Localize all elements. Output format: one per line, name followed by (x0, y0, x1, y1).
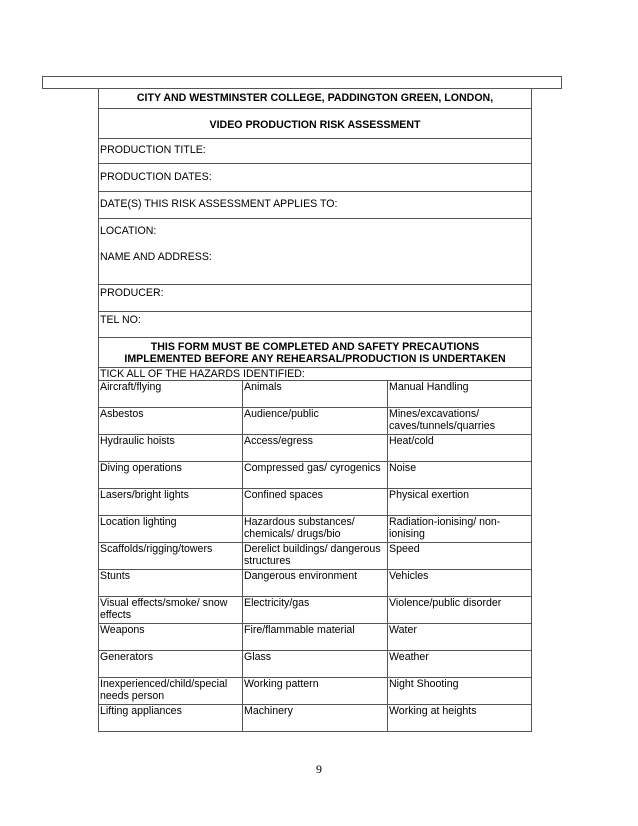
hazard-cell[interactable]: Scaffolds/rigging/towers (99, 543, 243, 570)
producer-field[interactable]: PRODUCER: (99, 285, 532, 312)
hazard-row (99, 462, 532, 489)
hazard-cell[interactable]: Working at heights (388, 705, 532, 732)
hazard-cell[interactable]: Animals (243, 381, 388, 408)
hazard-cell[interactable]: Lasers/bright lights (99, 489, 243, 516)
hazard-cell[interactable]: Inexperienced/child/special needs person (99, 678, 243, 705)
hazard-cell[interactable]: Speed (388, 543, 532, 570)
hazard-cell[interactable]: Weather (388, 651, 532, 678)
hazard-cell[interactable]: Machinery (243, 705, 388, 732)
hazard-cell[interactable]: Lifting appliances (99, 705, 243, 732)
hazard-row (99, 381, 532, 408)
hazard-row (99, 678, 532, 705)
hazard-cell[interactable]: Weapons (99, 624, 243, 651)
hazard-cell[interactable]: Violence/public disorder (388, 597, 532, 624)
production-title-field[interactable]: PRODUCTION TITLE: (99, 139, 532, 164)
hazard-cell[interactable]: Manual Handling (388, 381, 532, 408)
hazard-cell[interactable]: Access/egress (243, 435, 388, 462)
location-label: LOCATION: (100, 225, 157, 237)
hazard-cell[interactable]: Generators (99, 651, 243, 678)
form-title: VIDEO PRODUCTION RISK ASSESSMENT (99, 109, 532, 139)
hazard-row (99, 516, 532, 543)
hazard-row (99, 570, 532, 597)
hazard-cell[interactable]: Electricity/gas (243, 597, 388, 624)
tel-field[interactable]: TEL NO: (99, 312, 532, 338)
safety-notice-line-1: THIS FORM MUST BE COMPLETED AND SAFETY PRECAUTIONS (150, 341, 480, 353)
page-number: 9 (316, 762, 322, 776)
hazard-cell[interactable]: Visual effects/smoke/ snow effects (99, 597, 243, 624)
hazard-cell[interactable]: Fire/flammable material (243, 624, 388, 651)
hazard-cell[interactable]: Working pattern (243, 678, 388, 705)
hazard-cell[interactable]: Hydraulic hoists (99, 435, 243, 462)
hazard-row (99, 705, 532, 732)
college-heading: CITY AND WESTMINSTER COLLEGE, PADDINGTON GREEN, LONDON, (99, 89, 532, 109)
hazard-row (99, 435, 532, 462)
hazard-row (99, 651, 532, 678)
hazard-row (99, 543, 532, 570)
hazard-checklist (99, 381, 532, 732)
hazard-cell[interactable]: Confined spaces (243, 489, 388, 516)
hazard-cell[interactable]: Night Shooting (388, 678, 532, 705)
dates-applies-field[interactable]: DATE(S) THIS RISK ASSESSMENT APPLIES TO: (99, 192, 532, 219)
production-dates-field[interactable]: PRODUCTION DATES: (99, 164, 532, 192)
hazard-cell[interactable]: Audience/public (243, 408, 388, 435)
location-field[interactable] (99, 219, 532, 285)
safety-notice-line-2: IMPLEMENTED BEFORE ANY REHEARSAL/PRODUCTION IS UNDERTAKEN (124, 353, 506, 365)
hazard-cell[interactable]: Dangerous environment (243, 570, 388, 597)
hazard-cell[interactable]: Location lighting (99, 516, 243, 543)
hazard-cell[interactable]: Radiation-ionising/ non-ionising (388, 516, 532, 543)
hazard-row (99, 408, 532, 435)
hazard-cell[interactable]: Aircraft/flying (99, 381, 243, 408)
hazard-row (99, 597, 532, 624)
hazard-cell[interactable]: Noise (388, 462, 532, 489)
hazard-row (99, 624, 532, 651)
hazard-cell[interactable]: Stunts (99, 570, 243, 597)
hazard-cell[interactable]: Diving operations (99, 462, 243, 489)
safety-notice (99, 338, 532, 368)
hazard-cell[interactable]: Glass (243, 651, 388, 678)
hazard-cell[interactable]: Derelict buildings/ dangerous structures (243, 543, 388, 570)
hazard-row (99, 489, 532, 516)
hazard-cell[interactable]: Vehicles (388, 570, 532, 597)
risk-assessment-form (98, 88, 532, 732)
hazard-cell[interactable]: Compressed gas/ cyrogenics (243, 462, 388, 489)
hazard-cell[interactable]: Hazardous substances/ chemicals/ drugs/bio (243, 516, 388, 543)
hazard-instruction: TICK ALL OF THE HAZARDS IDENTIFIED: (99, 368, 532, 381)
hazard-cell[interactable]: Water (388, 624, 532, 651)
hazard-cell[interactable]: Physical exertion (388, 489, 532, 516)
name-address-label: NAME AND ADDRESS: (100, 251, 212, 263)
hazard-cell[interactable]: Heat/cold (388, 435, 532, 462)
hazard-cell[interactable]: Mines/excavations/ caves/tunnels/quarries (388, 408, 532, 435)
hazard-cell[interactable]: Asbestos (99, 408, 243, 435)
